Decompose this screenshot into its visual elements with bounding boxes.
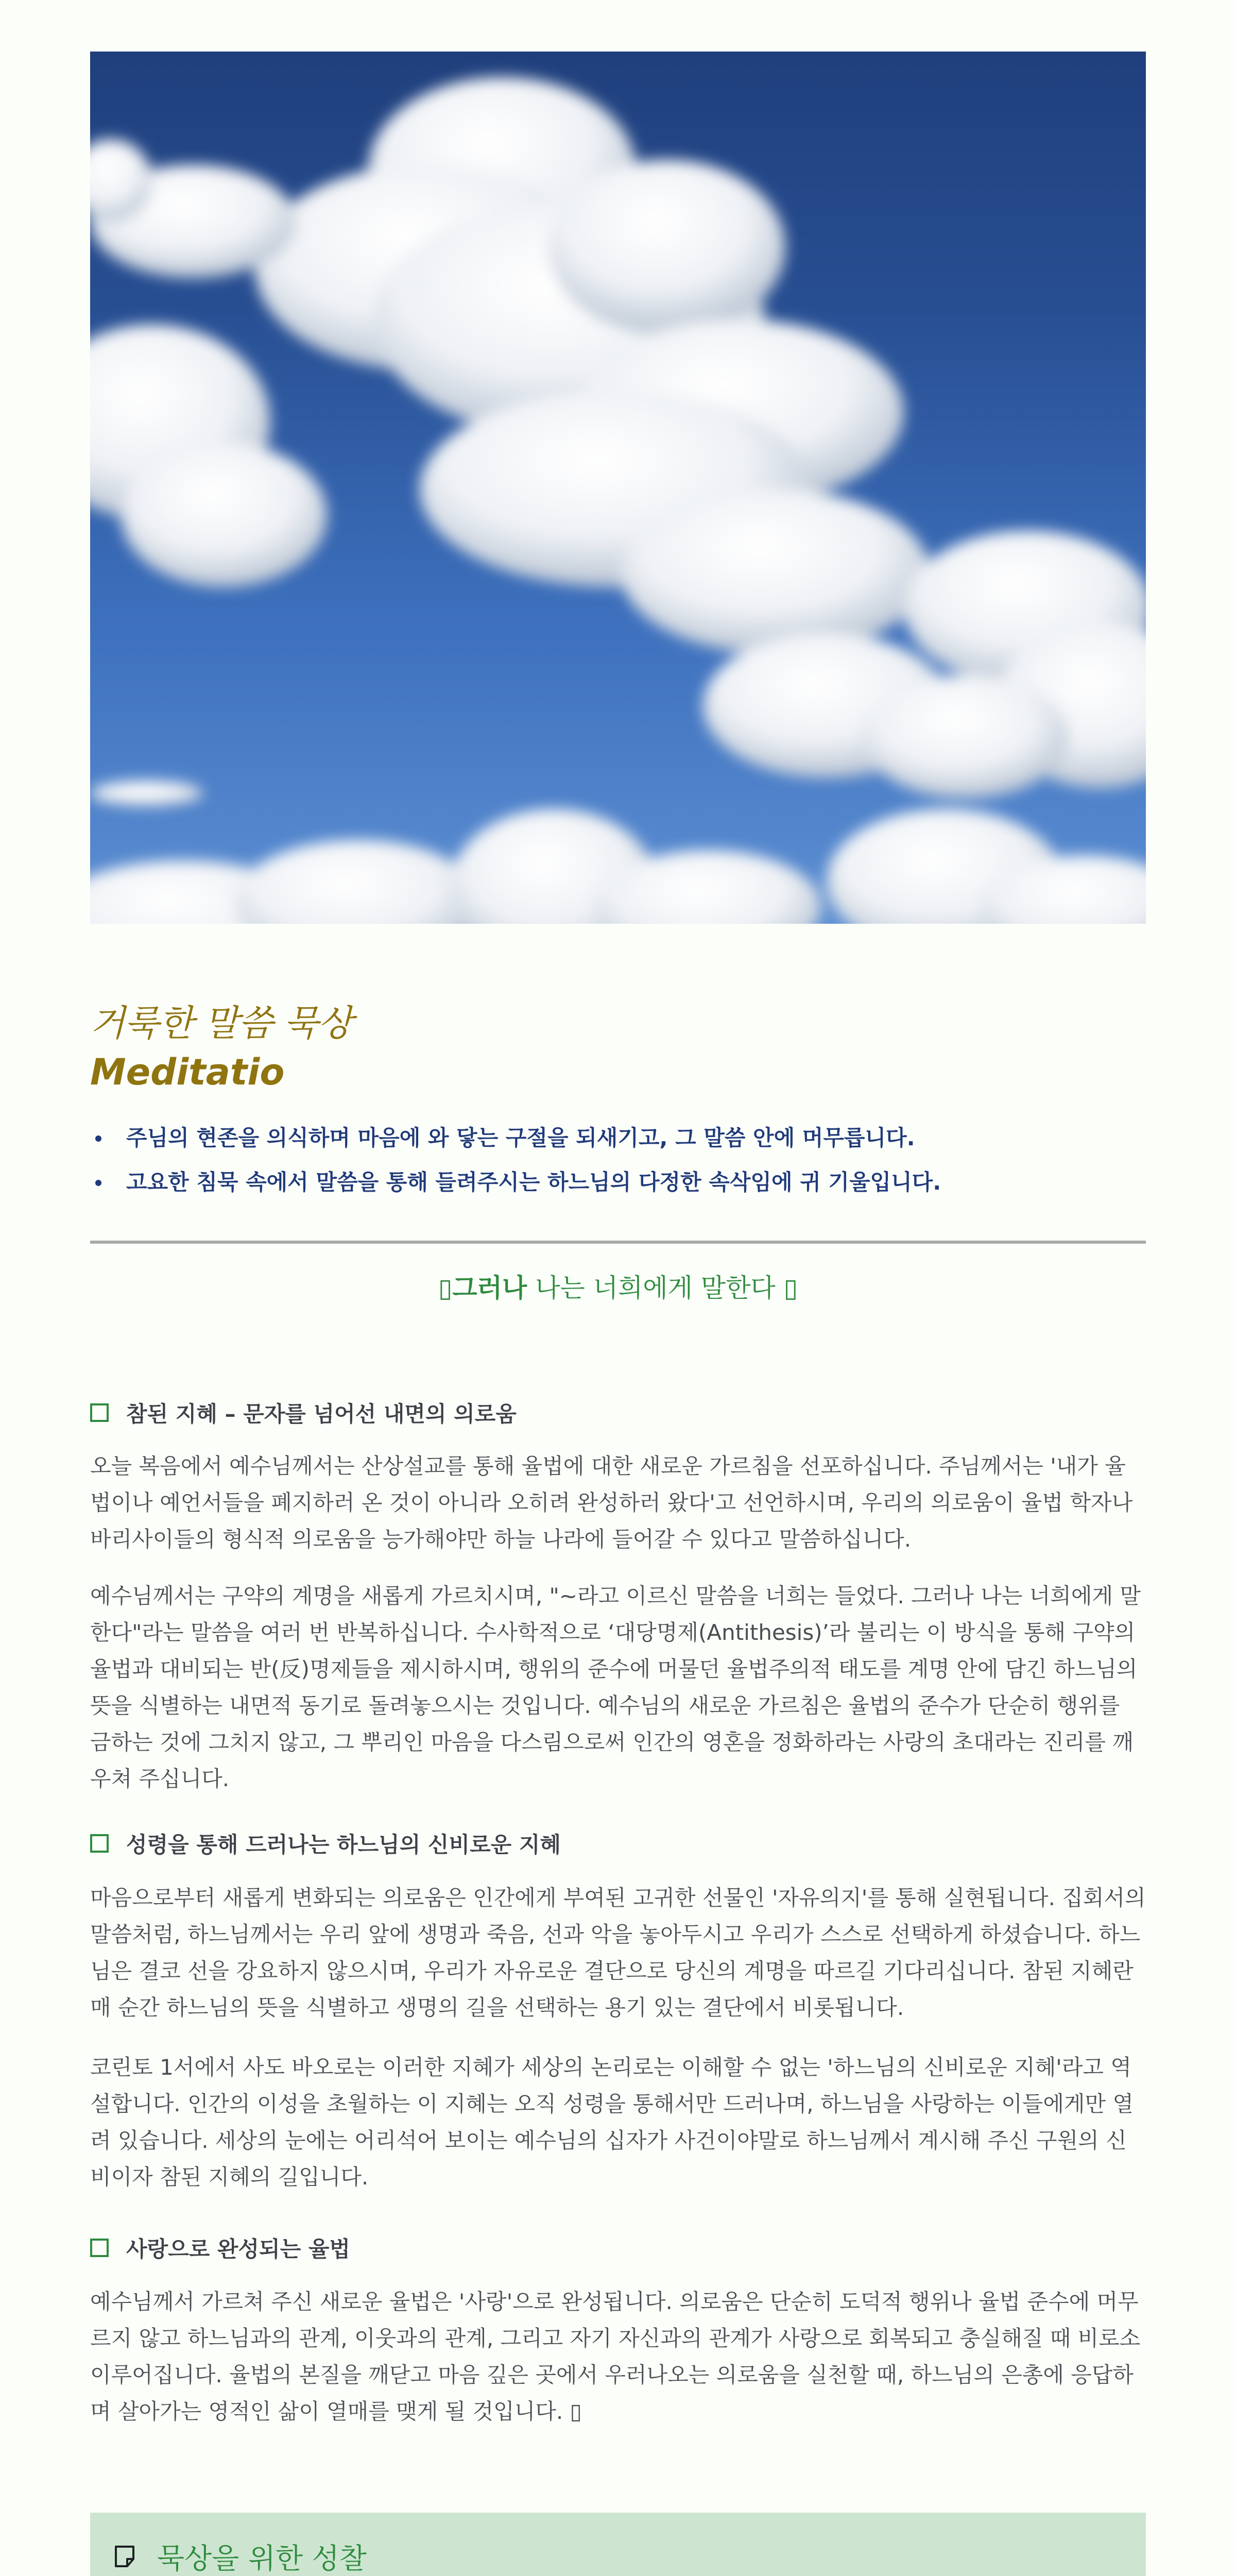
reflection-heading: [112, 2536, 367, 2576]
section-heading: [90, 1828, 561, 1859]
divider: [90, 1241, 1146, 1244]
section-heading-text: 사랑으로 완성되는 율법: [126, 2236, 350, 2262]
page-title-latin: Meditatio: [90, 1051, 285, 1093]
checkbox-icon[interactable]: [90, 1834, 109, 1853]
page-title-korean: 거룩한 말씀 묵상: [90, 1002, 352, 1044]
intro-item: 주님의 현존을 의식하며 마음에 와 닿는 구절을 되새기고, 그 말씀 안에 머무릅니다.: [90, 1123, 1146, 1153]
hero-sky-image: [90, 52, 1146, 924]
reflection-title: 묵상을 위한 성찰: [157, 2542, 367, 2575]
intro-item: 고요한 침묵 속에서 말씀을 통해 들려주시는 하느님의 다정한 속삭임에 귀 기울입니다.: [90, 1167, 1146, 1197]
checkbox-icon[interactable]: [90, 2239, 109, 2257]
quote-close-mark: ▯: [783, 1273, 798, 1303]
quote-text: 나는 너희에게 말한다: [527, 1273, 784, 1303]
quote-emphasis: 그러나: [452, 1273, 527, 1303]
note-icon: [112, 2544, 138, 2569]
section-heading-text: 성령을 통해 드러나는 하느님의 신비로운 지혜: [126, 1832, 561, 1857]
section-heading-text: 참된 지혜 – 문자를 넘어선 내면의 의로움: [126, 1401, 517, 1427]
section-heading: [90, 1397, 517, 1428]
paragraph: 마음으로부터 새롭게 변화되는 의로움은 인간에게 부여된 고귀한 선물인 '자유의지'를 통해 실현됩니다. 집회서의 말씀처럼, 하느님께서는 우리 앞에 생명과 죽음, 선과 악을 놓아두시고 우리가 스스로 선택하게 하셨습니다. 하느님은 결코 선을 강요하지 않으시며, 우리가 자유로운 결단으로 당신의 계명을 따르길 기다리십니다. 참된 지혜란 매 순간 하느님의 뜻을 식별하고 생명의 길을 선택하는 용기 있는 결단에서 비롯됩니다.: [90, 1885, 1146, 2020]
paragraph: 오늘 복음에서 예수님께서는 산상설교를 통해 율법에 대한 새로운 가르침을 선포하십니다. 주님께서는 '내가 율법이나 예언서들을 폐지하러 온 것이 아니라 오히려 완성하러 왔다'고 선언하시며, 우리의 의로움이 율법 학자나 바리사이들의 형식적 의로움을 능가해야만 하늘 나라에 들어갈 수 있다고 말씀하십니다.: [90, 1453, 1133, 1552]
section-heading: [90, 2232, 350, 2263]
quote-open-mark: ▯: [438, 1273, 453, 1303]
scripture-quote: [90, 1267, 1146, 1304]
paragraph: 예수님께서는 구약의 계명을 새롭게 가르치시며, "~라고 이르신 말씀을 너희는 들었다. 그러나 나는 너희에게 말한다"라는 말씀을 여러 번 반복하십니다. 수사학적으로 ‘대당명제(Antithesis)’라 불리는 이 방식을 통해 구약의 율법과 대비되는 반(反)명제들을 제시하시며, 행위의 준수에 머물던 율법주의적 태도를 계명 안에 담긴 하느님의 뜻을 식별하는 내면적 동기로 돌려놓으시는 것입니다. 예수님의 새로운 가르침은 율법의 준수가 단순히 행위를 금하는 것에 그치지 않고, 그 뿌리인 마음을 다스림으로써 인간의 영혼을 정화하라는 사랑의 초대라는 진리를 깨우쳐 주십니다.: [90, 1583, 1141, 1791]
paragraph: 예수님께서 가르쳐 주신 새로운 율법은 '사랑'으로 완성됩니다. 의로움은 단순히 도덕적 행위나 율법 준수에 머무르지 않고 하느님과의 관계, 이웃과의 관계, 그리고 자기 자신과의 관계가 사랑으로 회복되고 충실해질 때 비로소 이루어집니다. 율법의 본질을 깨닫고 마음 깊은 곳에서 우러나오는 의로움을 실천할 때, 하느님의 은총에 응답하며 살아가는 영적인 삶이 열매를 맺게 될 것입니다. ▯: [90, 2289, 1141, 2424]
paragraph: 코린토 1서에서 사도 바오로는 이러한 지혜가 세상의 논리로는 이해할 수 없는 '하느님의 신비로운 지혜'라고 역설합니다. 인간의 이성을 초월하는 이 지혜는 오직 성령을 통해서만 드러나며, 하느님을 사랑하는 이들에게만 열려 있습니다. 세상의 눈에는 어리석어 보이는 예수님의 십자가 사건이야말로 하느님께서 계시해 주신 구원의 신비이자 참된 지혜의 길입니다.: [90, 2055, 1134, 2190]
checkbox-icon[interactable]: [90, 1403, 109, 1422]
reflection-box: [90, 2513, 1146, 2576]
intro-list: [90, 1123, 1146, 1212]
cloud-illustration: [90, 52, 1146, 924]
